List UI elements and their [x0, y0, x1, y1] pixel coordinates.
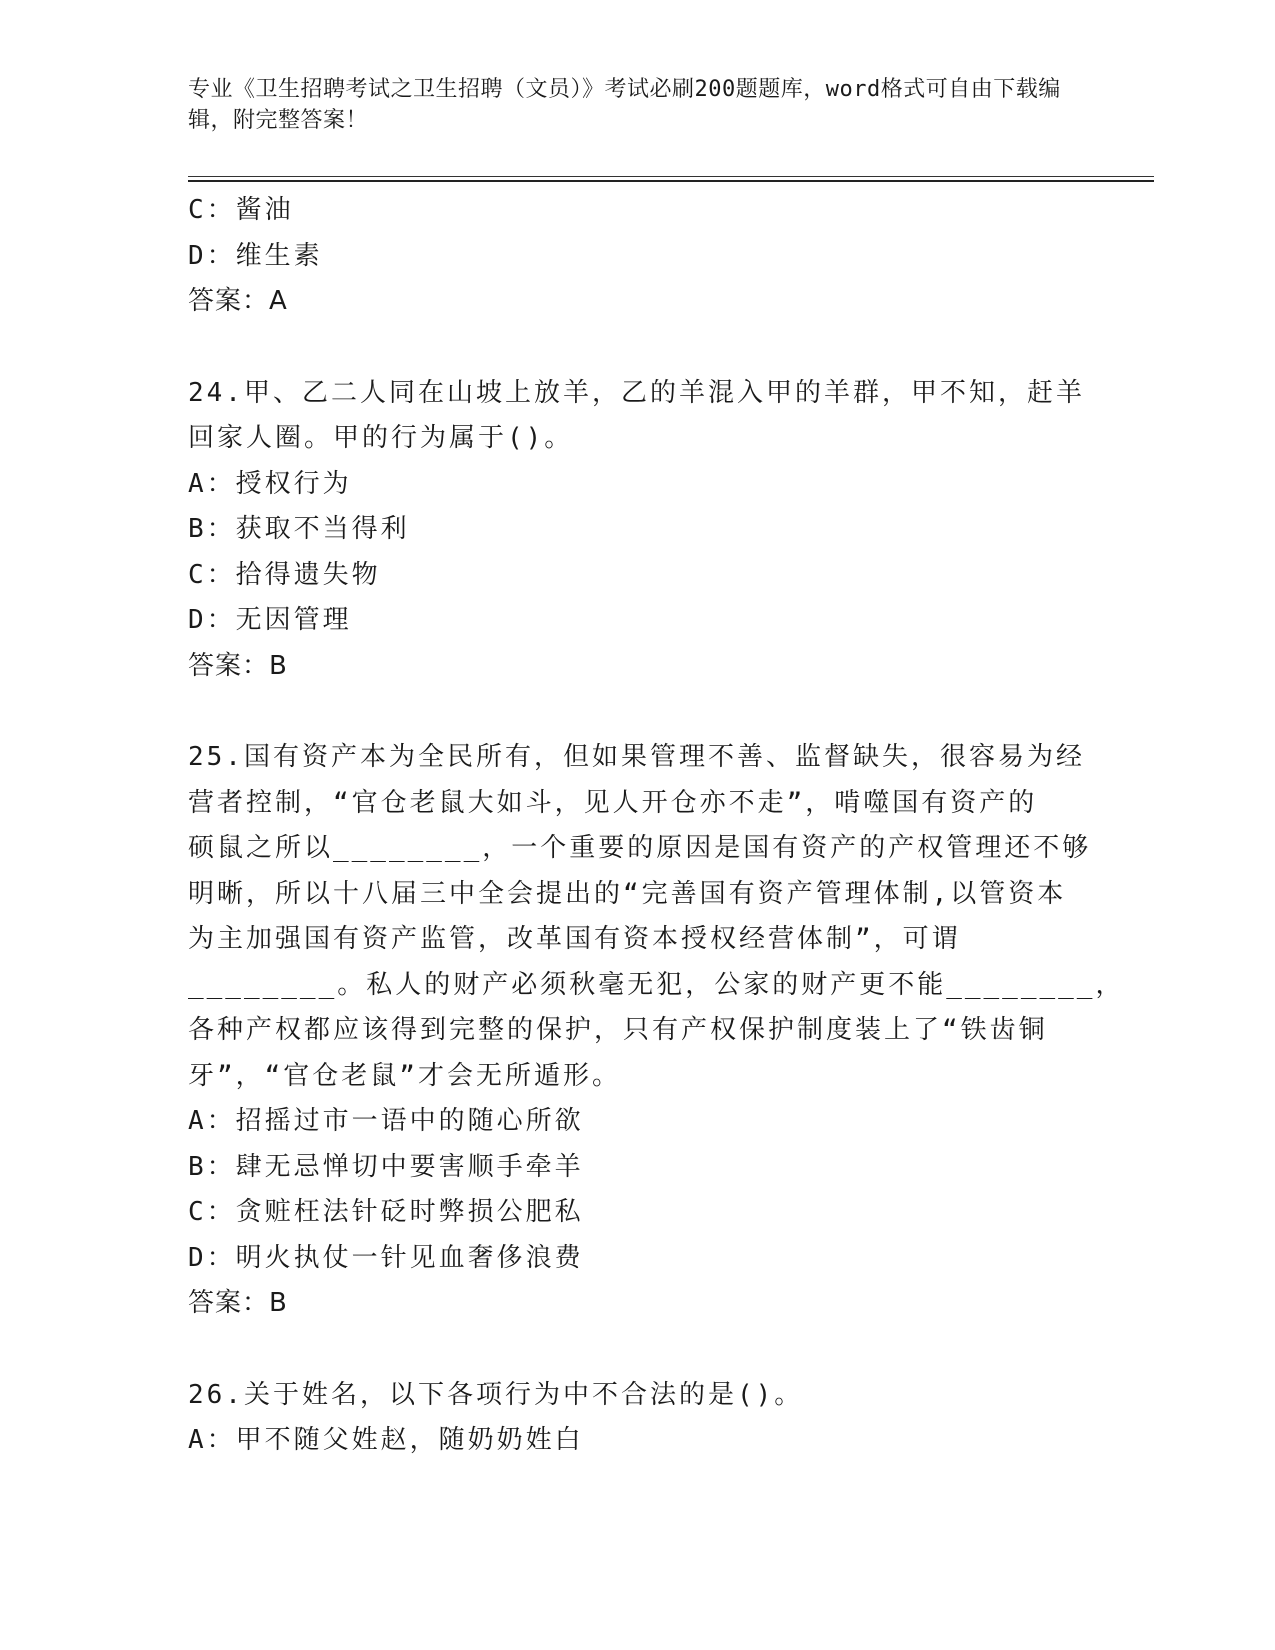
option-line: C：拾得遗失物 [188, 559, 381, 590]
question-block-24 [188, 371, 1088, 690]
answer-line: 答案：B [188, 650, 288, 681]
option-line: D：无因管理 [188, 605, 352, 635]
document-header: 专业《卫生招聘考试之卫生招聘（文员）》考试必刷200题题库，word格式可自由下载编辑，附完整答案！ [188, 77, 1061, 133]
block-spacer [188, 689, 1088, 735]
question-text-line: ________。私人的财产必须秋毫无犯，公家的财产更不能________， [188, 969, 1125, 1000]
option-line: A：招摇过市一语中的随心所欲 [188, 1106, 584, 1136]
option-line: B：肆无忌惮切中要害顺手牵羊 [188, 1151, 584, 1182]
option-line: B：获取不当得利 [188, 514, 410, 544]
option-line: C：贪赃枉法针砭时弊损公肥私 [188, 1197, 584, 1227]
question-text-line: 明晰，所以十八届三中全会提出的“完善国有资产管理体制,以管资本 [188, 878, 1067, 909]
option-line: A：授权行为 [188, 468, 352, 499]
option-line: C：酱油 [188, 195, 294, 225]
option-line: A：甲不随父姓赵，随奶奶姓白 [188, 1425, 584, 1455]
question-block-23-tail [188, 188, 1088, 325]
question-text-line: 硕鼠之所以________，一个重要的原因是国有资产的产权管理还不够 [188, 833, 1092, 863]
block-spacer [188, 325, 1088, 371]
answer-line: 答案：B [188, 1288, 288, 1318]
question-text-line: 牙”，“官仓老鼠”才会无所遁形。 [188, 1060, 621, 1091]
question-text-line: 26.关于姓名，以下各项行为中不合法的是()。 [188, 1379, 804, 1410]
question-text-line: 为主加强国有资产监管，改革国有资本授权经营体制”，可谓 [188, 924, 961, 954]
question-content [188, 188, 1125, 1464]
header-rule-thin [188, 176, 1154, 177]
answer-line: 答案：A [188, 286, 288, 316]
option-line: D：明火执仗一针见血奢侈浪费 [188, 1242, 584, 1273]
question-block-26 [188, 1373, 1088, 1464]
question-text-line: 营者控制，“官仓老鼠大如斗，见人开仓亦不走”，啃噬国有资产的 [188, 787, 1038, 818]
question-text-line: 24.甲、乙二人同在山坡上放羊，乙的羊混入甲的羊群，甲不知，赶羊 [188, 377, 1085, 408]
option-line: D：维生素 [188, 240, 323, 271]
question-text-line: 25.国有资产本为全民所有，但如果管理不善、监督缺失，很容易为经 [188, 742, 1085, 772]
block-spacer [188, 1327, 1088, 1373]
question-text-line: 回家人圈。甲的行为属于()。 [188, 423, 574, 453]
question-block-25 [188, 735, 1125, 1327]
header-rule-thick [188, 180, 1154, 182]
question-text-line: 各种产权都应该得到完整的保护，只有产权保护制度装上了“铁齿铜 [188, 1015, 1048, 1045]
